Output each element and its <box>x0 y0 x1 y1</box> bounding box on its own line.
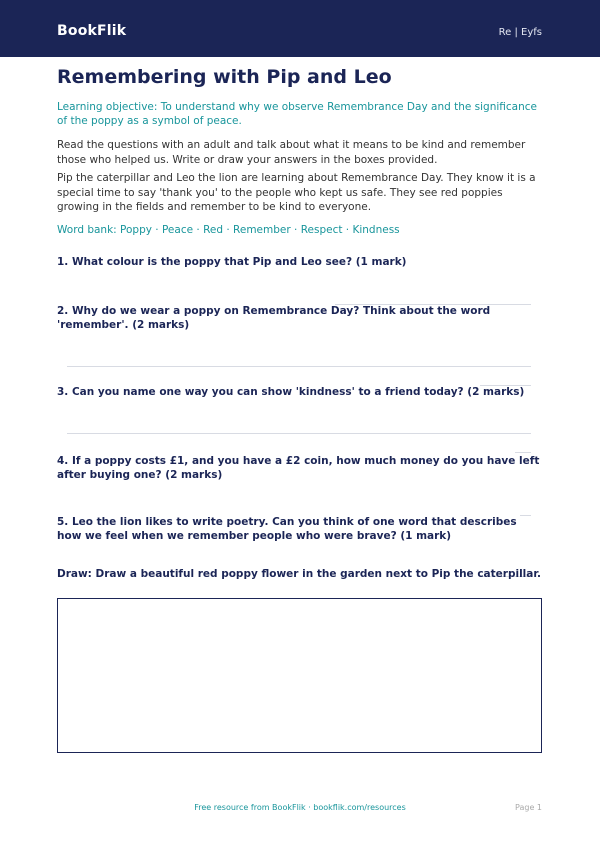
subject-level-label: Re | Eyfs <box>498 27 542 38</box>
page-header <box>0 0 600 57</box>
question-2: 2. Why do we wear a poppy on Remembrance Day? Think about the word 'remember'. (2 marks) <box>57 305 491 331</box>
worksheet-title: Remembering with Pip and Leo <box>57 66 392 88</box>
question-1: 1. What colour is the poppy that Pip and Leo see? (1 mark) <box>57 256 407 268</box>
question-3: 3. Can you name one way you can show 'kindness' to a friend today? (2 marks) <box>57 386 525 398</box>
question-4: 4. If a poppy costs £1, and you have a £2 coin, how much money do you have left after buying one? (2 marks) <box>57 455 540 481</box>
question-5: 5. Leo the lion likes to write poetry. Can you think of one word that describes how we feel when we remember people who were brave? (1 mark) <box>57 516 517 542</box>
page-number: Page 1 <box>515 803 542 812</box>
answer-line[interactable] <box>515 452 531 453</box>
answer-line[interactable] <box>67 433 531 434</box>
draw-prompt: Draw: Draw a beautiful red poppy flower in the garden next to Pip the caterpillar. <box>57 568 542 580</box>
word-bank: Word bank: Poppy · Peace · Red · Remember · Respect · Kindness <box>57 224 400 236</box>
learning-objective: Learning objective: To understand why we observe Remembrance Day and the significance of the poppy as a symbol of peace. <box>57 101 538 127</box>
intro-paragraph: Read the questions with an adult and talk about what it means to be kind and remember those who helped us. Write or draw your answers in the boxes provided. <box>57 139 526 166</box>
drawing-box[interactable] <box>57 598 542 753</box>
footer-credit[interactable]: Free resource from BookFlik · bookflik.com/resources <box>194 803 406 812</box>
answer-line[interactable] <box>67 366 531 367</box>
story-paragraph: Pip the caterpillar and Leo the lion are learning about Remembrance Day. They know it is a special time to say 'thank you' to the people who kept us safe. They see red poppies growing in the fields and remember to be kind to everyone. <box>57 172 536 213</box>
brand-logo[interactable]: BookFlik <box>57 23 127 39</box>
